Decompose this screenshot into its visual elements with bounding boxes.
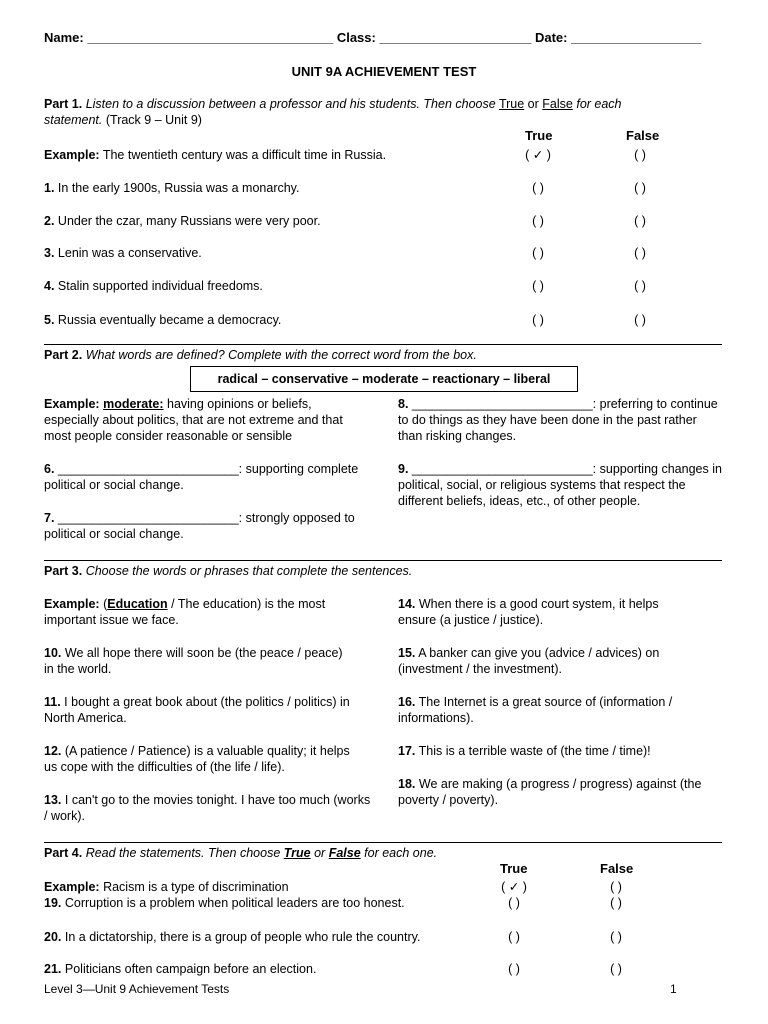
list-item: 17. This is a terrible waste of (the time / time)!	[398, 744, 651, 758]
page-number: 1	[670, 982, 677, 996]
list-item: 4. Stalin supported individual freedoms.	[44, 279, 263, 293]
part1-true-header: True	[525, 128, 553, 143]
false-checkbox[interactable]: ( )	[634, 279, 646, 293]
part2-example: Example: moderate: having opinions or beliefs, especially about politics, that are not extreme and that most people consider reasonable or sensible	[44, 397, 343, 443]
student-info-header	[44, 30, 724, 46]
list-item: 3. Lenin was a conservative.	[44, 246, 202, 260]
list-item: 5. Russia eventually became a democracy.	[44, 313, 282, 327]
section-divider	[44, 842, 722, 843]
date-field[interactable]: __________________	[571, 30, 702, 45]
true-checkbox[interactable]: ( ✓ )	[501, 880, 527, 894]
answer-blank[interactable]: __________________________	[57, 511, 239, 525]
list-item: 1. In the early 1900s, Russia was a monarchy.	[44, 181, 300, 195]
false-checkbox[interactable]: ( )	[610, 880, 622, 894]
part3-example: Example: (Education / The education) is the most important issue we face.	[44, 597, 326, 627]
list-item: 16. The Internet is a great source of (information / informations).	[398, 695, 673, 725]
true-checkbox[interactable]: ( )	[532, 246, 544, 260]
part4-true-header: True	[500, 861, 528, 876]
part2-q9: 9. __________________________: supporting changes in political, social, or religious systems that respect the different beliefs, ideas, etc., of other people.	[398, 462, 722, 508]
false-checkbox[interactable]: ( )	[610, 930, 622, 944]
date-label: Date:	[534, 30, 568, 45]
list-item: 2. Under the czar, many Russians were very poor.	[44, 214, 321, 228]
list-item: 10. We all hope there will soon be (the peace / peace) in the world.	[44, 646, 343, 676]
part2-instructions: Part 2. What words are defined? Complete with the correct word from the box.	[44, 348, 477, 362]
name-label: Name:	[44, 30, 84, 45]
list-item: 15. A banker can give you (advice / advices) on (investment / the investment).	[398, 646, 660, 676]
part3-instructions: Part 3. Choose the words or phrases that complete the sentences.	[44, 564, 413, 578]
true-checkbox[interactable]: ( )	[532, 181, 544, 195]
true-checkbox[interactable]: ( )	[532, 279, 544, 293]
part2-q8: 8. __________________________: preferring to continue to do things as they have been done in the past rather than risking changes.	[398, 397, 718, 443]
list-item: 12. (A patience / Patience) is a valuable quality; it helps us cope with the difficulties of (the life / life).	[44, 744, 350, 774]
true-checkbox[interactable]: ( )	[508, 930, 520, 944]
part1-instructions: Part 1. Listen to a discussion between a professor and his students. Then choose True or False for each statement. (Track 9 – Unit 9)	[44, 97, 622, 127]
page-title: UNIT 9A ACHIEVEMENT TEST	[291, 64, 477, 79]
part4-instructions: Part 4. Read the statements. Then choose True or False for each one.	[44, 846, 438, 860]
list-item: 19. Corruption is a problem when political leaders are too honest.	[44, 896, 405, 910]
answer-blank[interactable]: __________________________	[411, 462, 593, 476]
part4-label: Part 4.	[44, 846, 83, 860]
class-field[interactable]: _____________________	[379, 30, 532, 45]
list-item: 18. We are making (a progress / progress) against (the poverty / poverty).	[398, 777, 702, 807]
footer-text: Level 3—Unit 9 Achievement Tests	[44, 982, 230, 996]
part1-false-header: False	[626, 128, 660, 143]
name-field[interactable]: __________________________________	[87, 30, 334, 45]
false-checkbox[interactable]: ( )	[634, 181, 646, 195]
part2-q7: 7. __________________________: strongly opposed to political or social change.	[44, 511, 355, 541]
answer-blank[interactable]: __________________________	[411, 397, 593, 411]
true-checkbox[interactable]: ( )	[508, 896, 520, 910]
false-checkbox[interactable]: ( )	[634, 214, 646, 228]
list-item: Example: The twentieth century was a difficult time in Russia.	[44, 148, 387, 162]
true-checkbox[interactable]: ( )	[532, 313, 544, 327]
list-item: 14. When there is a good court system, it helps ensure (a justice / justice).	[398, 597, 659, 627]
false-checkbox[interactable]: ( )	[634, 148, 646, 162]
list-item: 11. I bought a great book about (the politics / politics) in North America.	[44, 695, 350, 725]
true-checkbox[interactable]: ( )	[532, 214, 544, 228]
class-label: Class:	[336, 30, 376, 45]
part2-q6: 6. __________________________: supporting complete political or social change.	[44, 462, 359, 492]
list-item: 21. Politicians often campaign before an election.	[44, 962, 317, 976]
list-item: 20. In a dictatorship, there is a group of people who rule the country.	[44, 930, 421, 944]
list-item: 13. I can't go to the movies tonight. I have too much (works / work).	[44, 793, 371, 823]
true-checkbox[interactable]: ( ✓ )	[525, 148, 551, 162]
part4-false-header: False	[600, 861, 634, 876]
false-checkbox[interactable]: ( )	[634, 246, 646, 260]
true-checkbox[interactable]: ( )	[508, 962, 520, 976]
part1-label: Part 1.	[44, 97, 83, 111]
list-item: Example: Racism is a type of discrimination	[44, 880, 289, 894]
answer-blank[interactable]: __________________________	[57, 462, 239, 476]
word-box: radical – conservative – moderate – reactionary – liberal	[190, 366, 578, 392]
false-checkbox[interactable]: ( )	[634, 313, 646, 327]
false-checkbox[interactable]: ( )	[610, 962, 622, 976]
false-checkbox[interactable]: ( )	[610, 896, 622, 910]
part3-label: Part 3.	[44, 564, 83, 578]
part2-label: Part 2.	[44, 348, 83, 362]
section-divider	[44, 344, 722, 345]
section-divider	[44, 560, 722, 561]
